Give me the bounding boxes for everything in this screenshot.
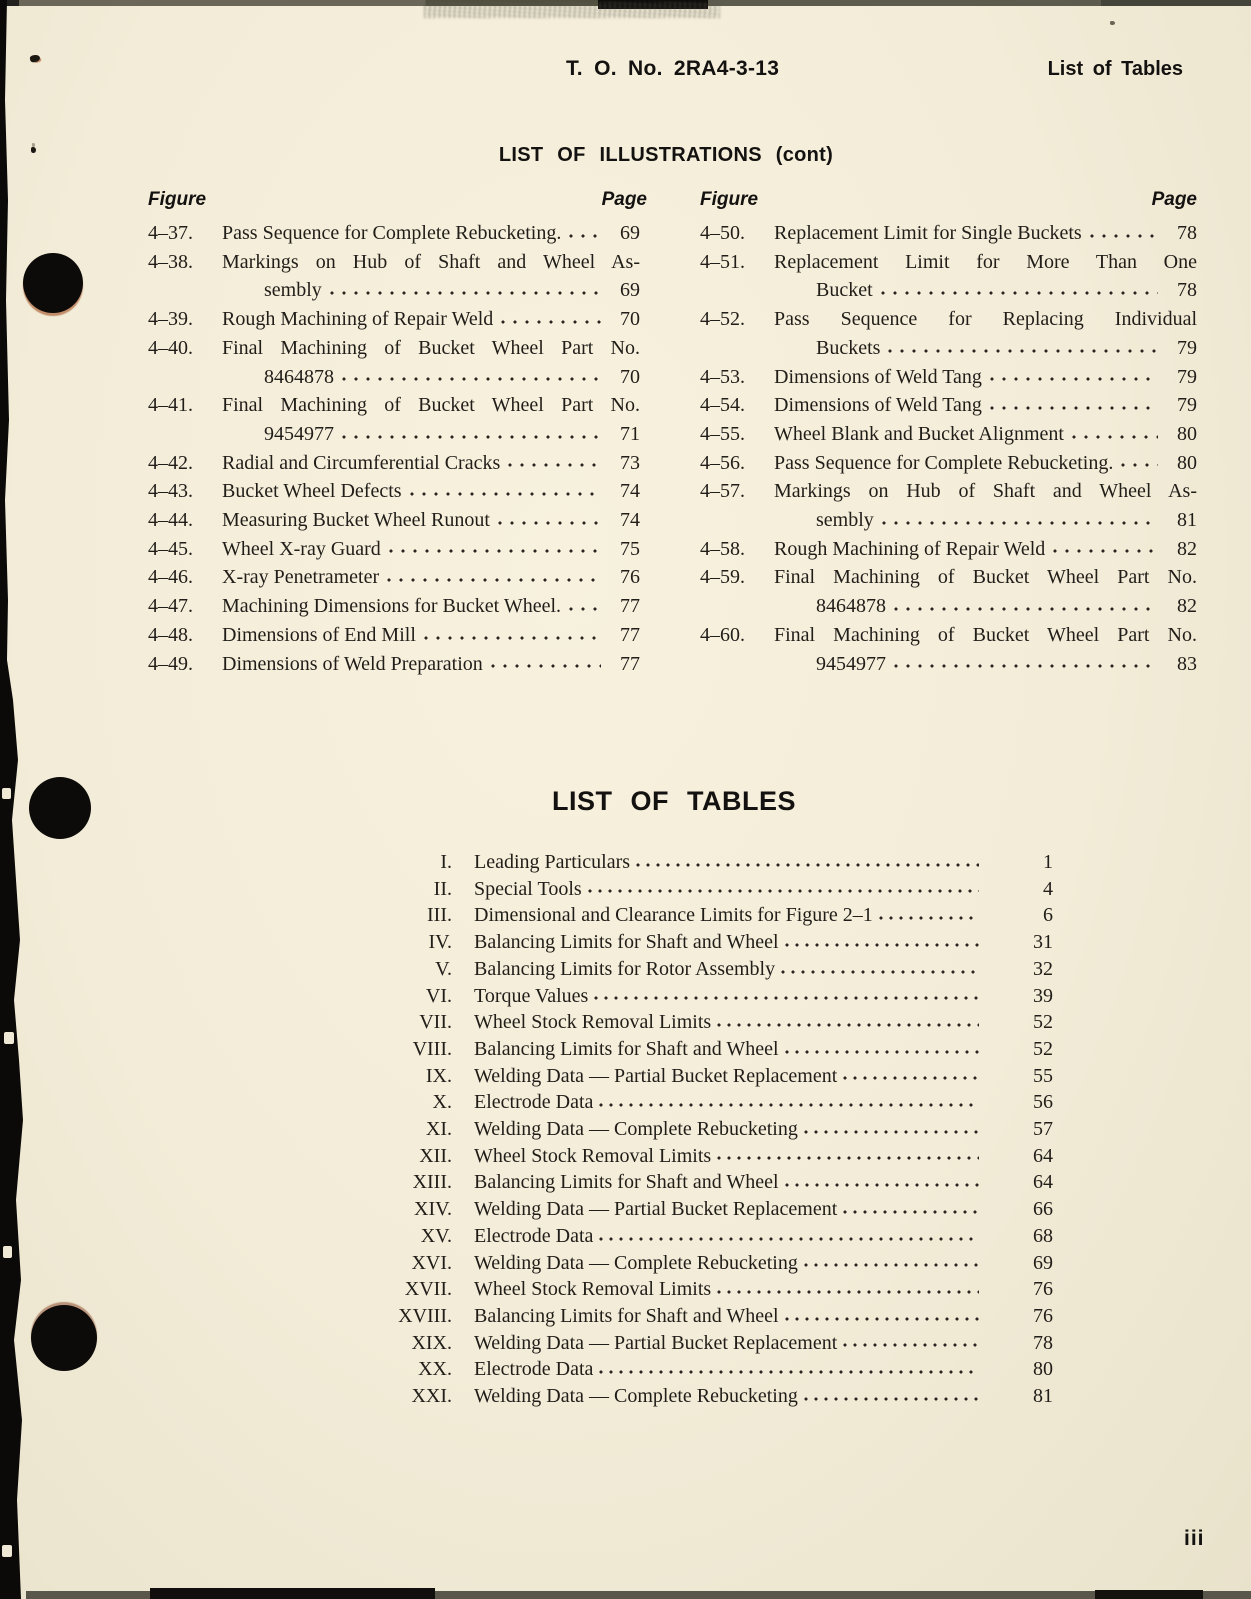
illustration-entry-line [700,592,1197,621]
illustration-entry-line [148,305,640,334]
illustrations-list [148,219,1197,678]
page-number: 69 [620,222,640,244]
page-column-label: Page [601,189,647,210]
dot-leader [493,506,601,535]
illustration-entry-line [700,334,1197,363]
page-number: 78 [1033,1331,1053,1354]
page-number: 6 [1043,904,1053,927]
dot-leader [419,621,601,650]
table-title: Balancing Limits for Shaft and Wheel [474,1037,779,1060]
table-numeral: VI. [425,984,452,1007]
figure-title: Final Machining of Bucket Wheel Part No. [774,566,1197,589]
dot-leader [800,1383,979,1410]
dot-leader [839,1196,979,1223]
illustrations-right-column [700,219,1197,678]
table-title: Balancing Limits for Shaft and Wheel [474,931,779,954]
figure-title: Buckets [816,336,881,359]
page-number: 76 [1033,1278,1053,1301]
figure-number [700,506,816,535]
table-numeral: XII. [419,1144,452,1167]
illustration-entry-line [148,334,640,363]
scan-ink-smudge [424,2,720,18]
figure-number: 4–54. [700,394,745,417]
figure-number: 4–45. [148,537,193,560]
page-number: 56 [1033,1091,1053,1114]
table-title: Electrode Data [474,1091,594,1114]
figure-number: 4–48. [148,623,193,646]
illustration-entry-line [148,592,640,621]
dot-leader [800,1116,979,1143]
ink-speck [1110,21,1115,25]
page-number: 74 [620,509,640,532]
binding-notch [3,1246,12,1258]
figure-number: 4–41. [148,394,193,417]
dot-leader [405,477,601,506]
dot-leader [384,535,601,564]
dot-leader [889,650,1158,679]
table-entry-line [280,1276,1053,1303]
page-number: 82 [1177,595,1197,618]
table-entry-line [280,1116,1053,1143]
ink-speck [29,54,40,63]
table-title: Welding Data — Complete Rebucketing [474,1251,798,1274]
figure-number: 4–43. [148,480,193,503]
dot-leader [595,1089,979,1116]
page-number: 77 [620,652,640,675]
dot-leader [337,363,601,392]
page-number: 32 [1033,957,1053,980]
dot-leader [584,876,979,903]
table-title: Welding Data — Partial Bucket Replacement [474,1331,838,1354]
page-number: 80 [1177,451,1197,474]
scan-bottom-dark-segment [150,1588,435,1599]
table-numeral: VII. [419,1011,452,1034]
table-numeral: II. [433,877,452,900]
page-number: 79 [1177,394,1197,417]
illustration-entry-line [148,563,640,592]
page-number: 82 [1177,537,1197,560]
page-number: 78 [1177,222,1197,244]
figure-title: 8464878 [816,595,886,618]
table-title: Wheel Stock Removal Limits [474,1011,712,1034]
figure-number [148,363,264,392]
table-entry-line [280,1383,1053,1410]
figure-title: Dimensions of Weld Preparation [222,652,483,675]
column-headers-left [148,189,647,211]
figure-title: Final Machining of Bucket Wheel Part No. [774,623,1197,646]
table-numeral: X. [432,1091,452,1114]
illustration-entry-line [700,535,1197,564]
tables-title: LIST OF TABLES [552,786,796,816]
page-number: 74 [620,480,640,503]
page-number: 64 [1033,1144,1053,1167]
figure-number: 4–39. [148,308,193,331]
page-number: 55 [1033,1064,1053,1087]
figure-title: X-ray Penetrameter [222,566,380,589]
page-number: 83 [1177,652,1197,675]
figure-column-label: Figure [148,189,207,210]
dot-leader [564,592,601,621]
table-numeral: IX. [425,1064,452,1087]
scan-bottom-dark-segment [1095,1590,1203,1599]
dot-leader [590,983,979,1010]
illustration-entry-line [700,563,1197,592]
figure-title: Wheel Blank and Bucket Alignment [774,422,1064,445]
figure-title: Final Machining of Bucket Wheel Part No. [222,336,640,359]
table-title: Electrode Data [474,1224,594,1247]
dot-leader [985,363,1158,392]
table-title: Wheel Stock Removal Limits [474,1278,712,1301]
table-entry-line [280,1196,1053,1223]
table-entry-line [280,1303,1053,1330]
page-number: 4 [1043,877,1053,900]
table-numeral: XXI. [411,1385,452,1408]
page-number: 79 [1177,336,1197,359]
illustration-entry-line [700,506,1197,535]
table-entry-line [280,1063,1053,1090]
page-number: 1 [1043,851,1053,873]
binding-edge-strip [0,0,28,1599]
illustration-entry-line [148,363,640,392]
illustration-entry-line [148,391,640,420]
page-number: 79 [1177,365,1197,388]
illustration-entry-line [148,248,640,277]
table-entry-line [280,1036,1053,1063]
table-title: Dimensional and Clearance Limits for Figure 2–1 [474,904,873,927]
figure-number: 4–59. [700,566,745,589]
table-entry-line [280,849,1053,876]
hole-punch [29,777,91,839]
illustration-entry-line [700,248,1197,277]
figure-title: Dimensions of Weld Tang [774,394,982,417]
figure-number [148,420,264,449]
dot-leader [713,1143,979,1170]
page-number: 78 [1177,279,1197,302]
table-entry-line [280,1009,1053,1036]
column-headers-right [700,189,1197,211]
figure-number: 4–38. [148,250,193,273]
dot-leader [875,902,979,929]
figure-number: 4–56. [700,451,745,474]
folio-page-number: iii [1184,1527,1205,1550]
dot-leader [889,592,1158,621]
table-entry-line [280,1169,1053,1196]
page-number: 76 [1033,1304,1053,1327]
figure-number: 4–42. [148,451,193,474]
dot-leader [839,1330,979,1357]
dot-leader [1048,535,1158,564]
figure-title: Dimensions of End Mill [222,623,416,646]
illustration-entry-line [700,621,1197,650]
table-entry-line [280,1223,1053,1250]
dot-leader [632,849,979,876]
figure-title: Pass Sequence for Complete Rebucketing. [774,451,1114,474]
figure-title: Rough Machining of Repair Weld [222,308,494,331]
figure-number: 4–50. [700,222,745,244]
table-numeral: XIV. [414,1198,452,1221]
table-numeral: IV. [428,931,452,954]
page-number: 80 [1177,422,1197,445]
table-title: Torque Values [474,984,589,1007]
illustration-entry-line [700,276,1197,305]
illustrations-title: LIST OF ILLUSTRATIONS (cont) [498,144,834,166]
dot-leader [800,1250,979,1277]
table-numeral: XVII. [404,1278,452,1301]
figure-title: Machining Dimensions for Bucket Wheel. [222,595,562,618]
figure-number: 4–58. [700,537,745,560]
page-number: 31 [1033,931,1053,954]
illustration-entry-line [700,477,1197,506]
dot-leader [325,276,601,305]
table-numeral: I. [440,851,452,873]
dot-leader [595,1356,979,1383]
figure-title: 9454977 [264,422,334,445]
table-entry-line [280,956,1053,983]
illustration-entry-line [700,391,1197,420]
table-entry-line [280,929,1053,956]
binding-notch [4,1032,14,1044]
figure-title: sembly [264,279,322,302]
figure-number: 4–47. [148,595,193,618]
doc-number: T. O. No. 2RA4-3-13 [566,57,780,80]
figure-title: Wheel X-ray Guard [222,537,381,560]
illustration-entry-line [700,363,1197,392]
table-numeral: XIII. [412,1171,452,1194]
illustration-entry-line [148,276,640,305]
table-numeral: III. [427,904,452,927]
figure-number [700,650,816,679]
table-numeral: XX. [418,1358,452,1381]
figure-title: Bucket Wheel Defects [222,480,402,503]
page-number: 71 [620,422,640,445]
figure-title: Radial and Circumferential Cracks [222,451,501,474]
table-title: Welding Data — Complete Rebucketing [474,1118,798,1141]
dot-leader [781,929,979,956]
page-number: 52 [1033,1011,1053,1034]
dot-leader [382,563,601,592]
dot-leader [781,1303,979,1330]
table-title: Balancing Limits for Shaft and Wheel [474,1304,779,1327]
figure-number: 4–60. [700,623,745,646]
tables-list [280,849,1053,1410]
table-entry-line [280,1143,1053,1170]
illustration-entry-line [148,506,640,535]
figure-title: Dimensions of Weld Tang [774,365,982,388]
figure-number [700,276,816,305]
figure-title: Measuring Bucket Wheel Runout [222,509,490,532]
figure-number: 4–57. [700,480,745,503]
figure-title: Bucket [816,279,873,302]
figure-number: 4–44. [148,509,193,532]
table-entry-line [280,876,1053,903]
page-number: 81 [1033,1385,1053,1408]
figure-number: 4–55. [700,422,745,445]
figure-title: Rough Machining of Repair Weld [774,537,1046,560]
illustration-entry-line [148,420,640,449]
figure-title: Replacement Limit for Single Buckets [774,222,1082,244]
dot-leader [564,219,601,248]
illustration-entry-line [148,535,640,564]
running-header-section: List of Tables [1047,58,1183,80]
table-numeral: XV. [420,1224,452,1247]
table-entry-line [280,1356,1053,1383]
dot-leader [781,1036,979,1063]
page-number: 52 [1033,1037,1053,1060]
table-entry-line [280,1089,1053,1116]
page-number: 77 [620,623,640,646]
figure-title: Pass Sequence for Replacing Individual [774,308,1197,331]
figure-title: Replacement Limit for More Than One [774,250,1197,273]
dot-leader [503,449,601,478]
hole-punch [23,253,83,313]
dot-leader [777,956,979,983]
page-number: 57 [1033,1118,1053,1141]
page-number: 77 [620,595,640,618]
page-number: 69 [1033,1251,1053,1274]
figure-number: 4–40. [148,336,193,359]
dot-leader [337,420,601,449]
illustration-entry-line [700,219,1197,248]
table-title: Balancing Limits for Shaft and Wheel [474,1171,779,1194]
dot-leader [839,1063,979,1090]
column-header-row [148,189,1197,211]
figure-number: 4–49. [148,652,193,675]
figure-title: sembly [816,509,874,532]
dot-leader [883,334,1158,363]
table-numeral: XVIII. [398,1304,452,1327]
dot-leader [781,1169,979,1196]
dot-leader [486,650,601,679]
hole-punch [31,1305,97,1371]
dot-leader [1085,219,1158,248]
dot-leader [1067,420,1158,449]
figure-number: 4–37. [148,222,193,244]
table-title: Welding Data — Partial Bucket Replacement [474,1064,838,1087]
illustration-entry-line [148,477,640,506]
table-entry-line [280,1330,1053,1357]
page-number: 66 [1033,1198,1053,1221]
page-number: 81 [1177,509,1197,532]
figure-number [700,592,816,621]
binding-notch [2,788,11,799]
page-number: 68 [1033,1224,1053,1247]
table-title: Welding Data — Complete Rebucketing [474,1385,798,1408]
illustration-entry-line [148,449,640,478]
dot-leader [713,1009,979,1036]
table-entry-line [280,1250,1053,1277]
figure-title: Markings on Hub of Shaft and Wheel As- [774,480,1197,503]
table-title: Electrode Data [474,1358,594,1381]
table-title: Balancing Limits for Rotor Assembly [474,957,776,980]
dot-leader [713,1276,979,1303]
table-title: Leading Particulars [474,851,631,873]
page-number: 70 [620,308,640,331]
binding-notch [2,1545,12,1557]
table-entry-line [280,983,1053,1010]
illustration-entry-line [700,420,1197,449]
figure-title: Markings on Hub of Shaft and Wheel As- [222,250,640,273]
figure-number: 4–52. [700,308,745,331]
dot-leader [985,391,1158,420]
table-title: Wheel Stock Removal Limits [474,1144,712,1167]
table-numeral: XI. [425,1118,452,1141]
illustration-entry-line [148,621,640,650]
dot-leader [876,276,1158,305]
page-number: 76 [620,566,640,589]
table-numeral: XVI. [411,1251,452,1274]
page-number: 70 [620,365,640,388]
figure-title: 9454977 [816,652,886,675]
table-numeral: V. [435,957,452,980]
table-numeral: VIII. [412,1037,452,1060]
dot-leader [595,1223,979,1250]
page-column-label: Page [1151,189,1197,210]
table-entry-line [280,902,1053,929]
figure-title: Final Machining of Bucket Wheel Part No. [222,394,640,417]
dot-leader [496,305,601,334]
illustration-entry-line [700,305,1197,334]
dot-leader [1116,449,1158,478]
figure-number: 4–53. [700,365,745,388]
page-number: 39 [1033,984,1053,1007]
figure-number: 4–46. [148,566,193,589]
illustration-entry-line [148,219,640,248]
figure-column-label: Figure [700,189,759,210]
table-numeral: XIX. [411,1331,452,1354]
page-number: 73 [620,451,640,474]
page-number: 75 [620,537,640,560]
page-number: 64 [1033,1171,1053,1194]
page-number: 69 [620,279,640,302]
figure-title: Pass Sequence for Complete Rebucketing. [222,222,562,244]
figure-title: 8464878 [264,365,334,388]
illustration-entry-line [700,449,1197,478]
illustration-entry-line [148,650,640,679]
table-title: Welding Data — Partial Bucket Replacement [474,1198,838,1221]
figure-number: 4–51. [700,250,745,273]
ink-speck [31,147,36,153]
figure-number [700,334,816,363]
page-number: 80 [1033,1358,1053,1381]
illustration-entry-line [700,650,1197,679]
illustrations-left-column [148,219,640,678]
table-title: Special Tools [474,877,582,900]
figure-number [148,276,264,305]
dot-leader [877,506,1158,535]
